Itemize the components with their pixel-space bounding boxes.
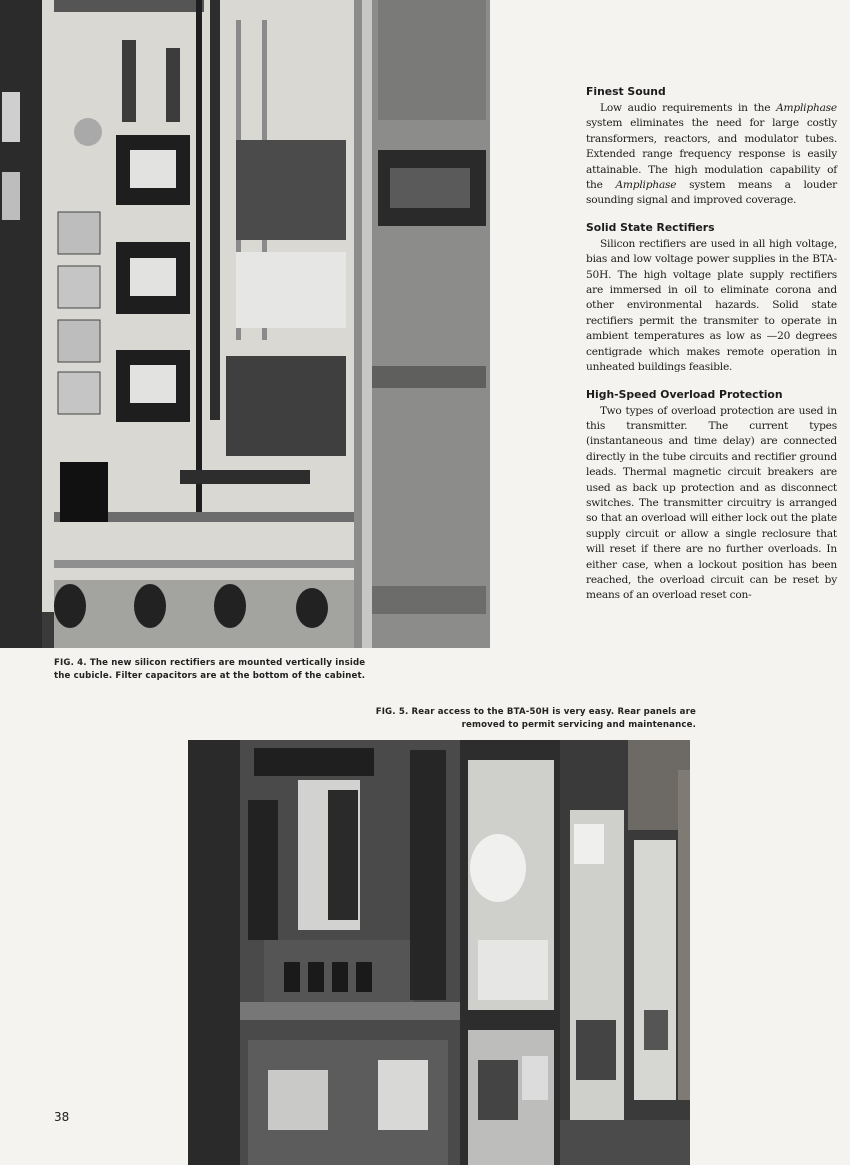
paragraph-text: system eliminates the need for large costly transformers, reactors, and modulator tubes. Extended range frequency response is easily attainable. The high modulation capability of the bbox=[586, 117, 837, 192]
paragraph-emphasis: Ampliphase bbox=[776, 102, 837, 114]
paragraph-text: Low audio requirements in the bbox=[600, 102, 777, 114]
fig5-caption: FIG. 5. Rear access to the BTA-50H is very easy. Rear panels are removed to permit servicing and maintenance. bbox=[375, 707, 696, 730]
fig4-photo bbox=[0, 0, 490, 648]
section-finest-sound bbox=[586, 84, 837, 209]
section-paragraph bbox=[586, 101, 837, 209]
section-heading: High-Speed Overload Protection bbox=[586, 387, 783, 401]
section-paragraph: Two types of overload protection are used in this transmitter. The current types (instantaneous and time delay) are connected directly in the tube circuits and rectifier ground leads. Thermal magnetic circuit breakers are used as back up protection and as disconnect switches. The transmitter circuitry is arranged so that an overload will either lock out the plate supply circuit or allow a single reclosure that will reset if there are no further overloads. In either case, when a lockout position has been reached, the overload circuit can be reset by means of an overload reset con- bbox=[586, 404, 837, 602]
section-solid-state-rectifiers bbox=[586, 220, 837, 376]
section-paragraph: Silicon rectifiers are used in all high voltage, bias and low voltage power supplies in the BTA-50H. The high voltage plate supply rectifiers are immersed in oil to eliminate corona and other environmental hazards. Solid state rectifiers permit the transmiter to operate in ambient temperatures as low as —20 degrees centigrade which makes remote operation in unheated buildings feasible. bbox=[586, 237, 837, 374]
paragraph-text: system means a louder sounding signal and improved coverage. bbox=[586, 179, 837, 207]
fig5-photo bbox=[188, 740, 690, 1165]
text-column bbox=[586, 84, 837, 615]
fig4-caption: FIG. 4. The new silicon rectifiers are mounted vertically inside the cubicle. Filter capacitors are at the bottom of the cabinet. bbox=[54, 658, 366, 681]
section-heading: Finest Sound bbox=[586, 85, 666, 98]
paragraph-emphasis: Ampliphase bbox=[615, 179, 677, 192]
section-heading: Solid State Rectifiers bbox=[586, 220, 715, 234]
section-overload-protection bbox=[586, 387, 837, 604]
page-number: 38 bbox=[54, 1110, 70, 1124]
